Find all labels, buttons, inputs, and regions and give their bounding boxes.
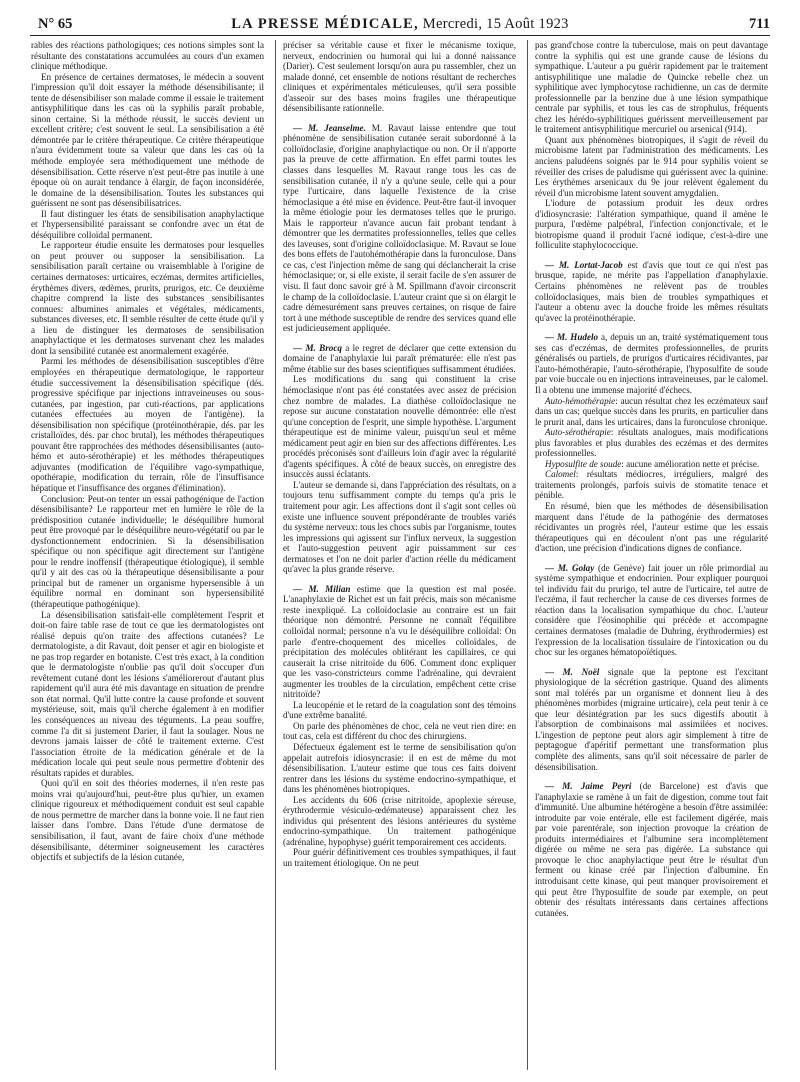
paragraph-text: pas grand'chose contre la tuberculose, mais on peut davantage contre la syphilis qui est une grande cause de lésions du sympathique. L'auteur a pu guérir rapidement par le traitement antisyphilitique une maladie de Quincke rebelle chez un syphilitique avec lymphocytose rachidienne, un cas de dermite professionnelle par la benzine due à une lésion sympathique centrale par syphilis, et tous les cas de strophulus, fréquents chez les hérédo-syphilitiques guérissent merveilleusement par le traitement antisyphilitique mercuriel ou arsenical (914). bbox=[535, 40, 768, 135]
paragraph bbox=[283, 847, 516, 868]
paragraph-text: M. Ravaut laisse entendre que tout phénomène de sensibilisation cutanée serait subordonné à la colloïdoclasie, d'origine anaphylactique ou non. Or il n'apporte pas la preuve de cette affirmation. En effet parmi toutes les classes dans lesquelles M. Ravaut range tous les cas de sensibilisation cutanée, il n'y a qu'une seule, celle qui a pour type l'urticaire, dans laquelle l'existence de la crise hémoclasique a été mise en évidence. Peut-être faut-il invoquer la même étiologie pour les dermatoses telles que le prurigo. Mais le rapporteur n'avance aucun fait probant tendant à démontrer que les dermatites professionnelles, telles que celles des laveuses, sont d'origine colloïdoclasique. M. Ravaut se loue des bons effets de l'autohémothérapie dans la furonculose. Dans ce cas, c'est l'injection même de sang qui déclancherait la crise hémoclasique; or, si elle existe, il serait facile de s'en assurer de visu. Il faut donc savoir gré à M. Spillmann d'avoir circonscrit le champ de la colloïdoclasie. L'auteur craint que si on élargit le cadre démesurément sans preuves certaines, on risque de faire tort à une méthode susceptible de rendre des services quand elle est judicieusement appliquée. bbox=[283, 122, 516, 334]
column-right bbox=[535, 40, 768, 1074]
paragraph bbox=[535, 469, 768, 501]
paragraph-text: La désensibilisation satisfait-elle complètement l'esprit et doit-on faire table rase de tout ce que les dermatologistes ont réalisé depuis qu'on traite des affections cutanées? Le dermatologiste, a dit Ravaut, doit penser et agir en biologiste et ne pas trop regarder en botaniste. C'est très exact, à la condition que le dermatologiste n'oublie pas qu'il doit s'occuper d'un revêtement cutané dont les lésions s'améliorerout d'autant plus rapidement qu'il aura été mis davantage en situation de prendre son état normal. Qu'il lutte contre la cause profonde et souvent mystérieuse, soit, mais qu'il cherche également à en modifier les conséquences au niveau des téguments. La peau souffre, comme l'a dit si justement Darier, il faut la soulager. Nous ne devrons jamais laisser de côté le traitement externe. C'est l'association étroite de la médication générale et de la médication locale qui peut seule nous permettre d'obtenir des résultats rapides et durables. bbox=[31, 609, 264, 778]
paragraph-text: a le regret de déclarer que cette extension du domaine de l'anaphylaxie lui paraît prématurée: elle n'est pas même établie sur des bases scientifiques suffisamment étudiées. bbox=[283, 342, 516, 374]
paragraph bbox=[535, 260, 768, 323]
paragraph bbox=[31, 494, 264, 610]
treatment-label: Hyposulfite de soude bbox=[545, 458, 622, 469]
speaker-name: — M. Lortat-Jacob bbox=[545, 259, 623, 270]
speaker-name: — M. Brocq bbox=[293, 342, 342, 353]
paragraph-text: : résultats médiocres, irréguliers, malgré des traitements prolongés, parfois suivis de stomatite tenace et pénible. bbox=[535, 469, 768, 501]
paragraph-text: En présence de certaines dermatoses, le médecin a souvent l'impression qu'il doit essayer la méthode désensibilisante; il tente de désensibiliser son malade comme il essaie le traitement antisyphilitique dans les cas où la syphilis paraît probable, sinon certaine. Si la méthode réussit, le succès devient un excellent critère; c'est souvent le seul. La sensibilisation a été démontrée par le critère thérapeutique. Ce critère thérapeutique n'aura évidemment toute sa valeur que dans les cas où la méthode employée sera méthodiquement une méthode de désensibilisation. Cette réserve n'est peut-être pas inutile à une époque où on aurait tendance à élargir, de façon inconsidérée, le domaine de la désensibilisation. Toutes les substances qui guérissent ne sont pas désensibilisatrices. bbox=[31, 71, 264, 209]
paragraph-text: En résumé, bien que les méthodes de désensibilisation marquent dans l'étude de la pathogénie des dermatoses récidivantes un progrès réel, l'auteur estime que les essais thérapeutiques qui en découlent n'ont pas une régularité d'action, une précision d'indications dignes de confiance. bbox=[535, 500, 768, 554]
paragraph-text: Conclusion: Peut-on tenter un essai pathogénique de l'action désensibilisante? Le rapporteur met en lumière le rôle de la prédisposition cutanée individuelle; le déséquilibre humoral peut être provoqué par le déséquilibre neuro-végétatif ou par le dysfonctionnement endocrinien. Si la désensibilisation spécifique ou non spécifique agit directement sur l'antigène pour le rendre inoffensif (thérapeutique étiologique), il semble qu'il y ait des cas où la thérapeutique désensibilisante a pour principal but de ramener un organisme hypersensible à un équilibre normal en dominant son hypersensibilité (thérapeutique pathogénique). bbox=[31, 493, 264, 609]
paragraph-text: Il faut distinguer les états de sensibilisation anaphylactique et l'hypersensibilité paraissant se confondre avec un état de déséquilibre colloïdal permanent. bbox=[31, 208, 264, 240]
paragraph bbox=[535, 667, 768, 772]
paragraph-text: Quoi qu'il en soit des théories modernes, il n'en reste pas moins vrai qu'aujourd'hui, peut-être plus qu'hier, un examen clinique rigoureux et méthodiquement conduit est seul capable de nous permettre de marcher dans la bonne voie. Il ne faut rien laisser dans l'ombre. Dans l'étude d'une dermatose de sensibilisation, il faut, avant de faire choix d'une méthode désensibilisante, déterminer soigneusement les caractères objectifs et subjectifs de la lésion cutanée, bbox=[31, 778, 264, 863]
paragraph-text: Parmi les méthodes de désensibilisation susceptibles d'être employées en thérapeutique dermatologique, le rapporteur étudie successivement la désensibilisation spécifique (dés. progressive spécifique par injections intraveineuses ou sous-cutanées, par ingestion, par cuti-réactions, par applications cutanées effectuées au moyen de l'antigène). la désensibilisation non spécifique (protéinothérapie, dés. par les cristalloïdes, dés. par choc brutal), les méthodes thérapeutiques pouvant être rapprochées des méthodes désensibilisantes (auto-hémo et auto-sérothérapie) et les méthodes thérapeutiques adjuvantes (modification de l'équilibre vago-sympathique, opothérapie, modification du terrain, rôle de l'insuffisance hépatique et l'insuffisance des organes d'élimination). bbox=[31, 356, 264, 493]
paragraph bbox=[283, 374, 516, 479]
paragraph bbox=[535, 459, 768, 470]
paragraph bbox=[31, 40, 264, 72]
paragraph bbox=[535, 135, 768, 198]
speaker-name: — M. Milian bbox=[293, 583, 351, 594]
speaker-name: — M. Noël bbox=[545, 666, 600, 677]
running-title bbox=[30, 16, 770, 33]
paragraph bbox=[535, 198, 768, 251]
paragraph-text: estime que la question est mal posée. L'anaphylaxie de Richet est un fait précis, mais son mécanisme reste inexpliqué. La colloïdoclasie au contraire est un fait théorique non démontré. Personne ne connaît l'équilibre colloïdal normal; personne n'a vu le déséquilibre colloïdal: On parle d'entre-choquement des micelles colloïdales, de précipitation des molécules oblitérant les capillaires, ce qui causerait la crise nitritoïde du 606. Comment donc expliquer que les vaso-constricteurs comme l'adrénaline, qui devraient augmenter les troubles de la circulation, empêchent cette crise nitritoïde? bbox=[283, 583, 516, 700]
paragraph-text: signale que la peptone est l'excitant physiologique de la sécrétion gastrique. Quand des aliments sont mal tolérés par un organisme et donnent lieu à des phénomènes morbides (migraine urticaire), cela peut tenir à ce que leur désintégration par les sucs digestifs aboutit à l'absorption de combinaisons mal assimilées et nocives. L'ingestion de peptone peut alors agir simplement à titre de peptagogue d'apéritif permettant une transformation plus complète des aliments, sans qu'il soit nécessaire de parler de désensibilisation. bbox=[535, 666, 768, 772]
column-divider bbox=[527, 40, 528, 1070]
paragraph-text: est d'avis que tout ce qui n'est pas brusque, rapide, ne mérite pas l'appellation d'anaphylaxie. Certains phénomènes ne relèvent pas de troubles colloïdoclasiques, mais bien de troubles sympathiques et l'auteur a obtenu avec la douche froide les mêmes résultats qu'avec la protéinothérapie. bbox=[535, 259, 768, 323]
paragraph-text: La leucopénie et le retard de la coagulation sont des témoins d'une extrême banalité. bbox=[283, 699, 516, 721]
issue-number: N° 65 bbox=[38, 16, 73, 32]
paragraph bbox=[535, 40, 768, 135]
paragraph-text: (de Genève) fait jouer un rôle primordial au système sympathique et endocrinien. Pour expliquer pourquoi tel individu fait du prurigo, tel autre de l'urticaire, tel autre de l'eczéma, il faut rechercher la cause de ces diverses formes de réaction dans la localisation sympathique du choc. L'auteur considère que l'éosinophilie qui précède et accompagne certaines dermatoses (maladie de Duhring, érythrodermies) est l'expression de la localisation tissulaire de l'intoxication ou du choc sur les organes hématopoïétiques. bbox=[535, 562, 768, 658]
paragraph-text: L'auteur se demande si, dans l'appréciation des résultats, on a toujours tenu suffisamment compte du temps qu'a pris le traitement pour agir. Les affections dont il s'agit sont celles où existe une influence souvent prépondérante de troubles variés du système nerveux: tous les chocs subis par l'organisme, toutes les impressions qui agissent sur l'influx nerveux, la suggestion et l'auto-suggestion peuvent agir puissamment sur ces dermatoses et l'on ne doit parler d'action réelle du médicament qu'avec la plus grande réserve. bbox=[283, 479, 516, 575]
treatment-label: Auto-hémothérapie bbox=[545, 395, 616, 406]
paragraph bbox=[535, 781, 768, 918]
speaker-name: — M. Hudelo bbox=[545, 332, 599, 343]
page-header bbox=[30, 0, 770, 30]
paragraph bbox=[535, 563, 768, 658]
paragraph-text: Le rapporteur étudie ensuite les dermatoses pour lesquelles on peut prouver ou supposer la sensibilisation. La sensibilisation paraît certaine ou vraisemblable à l'origine de certaines dermatoses: urticaires, eczémas, dermites artificielles, érythèmes divers, œdèmes, prurits, prurigos, etc. Ce deuxième chapitre comprend la liste des substances sensibilisantes connues: albumines animales et végétales, médicaments, substances diverses, etc. Il semble résulter de cette étude qu'il y a lieu de distinguer les dermatoses de sensibilisation anaphylactique et les dermatoses survenant chez les malades dont la sensibilité cutanée est anormalement exagérée. bbox=[31, 240, 264, 356]
paragraph-text: rables des réactions pathologiques; ces notions simples sont la résultante des constatations accumulées au cours d'un examen clinique méthodique. bbox=[31, 40, 264, 72]
paragraph bbox=[283, 40, 516, 114]
paragraph bbox=[31, 356, 264, 493]
header-rule bbox=[30, 35, 770, 36]
journal-name: LA PRESSE MÉDICALE, bbox=[231, 16, 419, 32]
paragraph bbox=[283, 123, 516, 334]
paragraph bbox=[283, 343, 516, 375]
paragraph-text: L'iodure de potassium produit les deux ordres d'idiosyncrasie: l'altération sympathique, quand il amène le purpura, l'œdème palpébral, l'infection conjonctivale, et le biotropisme quand il produit l'acné iodique, c'est-à-dire une folliculite staphylococcique. bbox=[535, 198, 768, 251]
paragraph-text: préciser sa véritable cause et fixer le mécanisme toxique, nerveux, endocrinien ou humoral qui lui a donné naissance (Darier). C'est seulement lorsqu'on aura pu rassembler, chez un malade donné, cet ensemble de notions résultant de recherches cliniques et expérimentales méticuleuses, qu'il sera possible d'asseoir sur des bases moins fragiles une thérapeutique désensibilisante rationnelle. bbox=[283, 40, 516, 114]
paragraph-text: Les accidents du 606 (crise nitritoïde, apoplexie séreuse, érythrodermie vésiculo-œdémateuse) apparaissent chez les individus qui présentent des lésions antérieures du système endocrino-sympathique. Un traitement pathogénique (adrénaline, hypophyse) guérit temporairement ces accidents. bbox=[283, 794, 516, 847]
paragraph bbox=[283, 480, 516, 575]
speaker-name: — M. Jeanselme. bbox=[293, 122, 366, 133]
paragraph-text: Défectueux également est le terme de sensibilisation qu'on appelait autrefois idiosyncrasie: il en est de même du mot désensibilisation. L'auteur estime que tous ces faits doivent rentrer dans les lésions du système endocrino-sympathique, et dans les phénomènes biotropiques. bbox=[283, 742, 516, 795]
page-number: 711 bbox=[749, 16, 770, 32]
speaker-name: — M. Golay bbox=[545, 562, 595, 573]
paragraph-text: (de Barcelone) est d'avis que l'anaphylaxie se ramène à un fait de digestion, comme tout fait d'immunité. Une albumine hétérogène a besoin d'être assimilée: introduite par voie entérale, elle est facilement digérée, mais par voie parentérale, son injection provoque la création de produits intermédiaires et l'albumine sera incomplètement digérée ou même ne sera pas digérée. La substance qui provoque le choc anaphylactique peut être le résultat d'un ferment ou kinase créé par l'injection d'albumine. En introduisant cette kinase, qui peut manquer provisoirement et qui peut être l'hyposulfite de soude par exemple, on peut obtenir des résultats intéressants dans certaines affections cutanées. bbox=[535, 781, 768, 918]
paragraph bbox=[283, 721, 516, 742]
paragraph-text: Pour guérir définitivement ces troubles sympathiques, il faut un traitement étiologique. On ne peut bbox=[283, 847, 516, 869]
paragraph bbox=[535, 427, 768, 459]
column-middle bbox=[283, 40, 516, 1074]
column-divider bbox=[275, 40, 276, 1070]
paragraph bbox=[535, 332, 768, 395]
paragraph-text: On parle des phénomènes de choc, cela ne veut rien dire: en tout cas, cela est différent du choc des chirurgiens. bbox=[283, 720, 516, 742]
issue-date: Mercredi, 15 Août 1923 bbox=[422, 16, 569, 32]
treatment-label: Calomel bbox=[545, 469, 576, 480]
paragraph bbox=[283, 584, 516, 700]
paragraph-text: Les modifications du sang qui constituent la crise hémoclasique n'ont pas été constatées avec assez de précision chez nombre de malades. La diathèse colloïdoclasique ne repose sur aucune constatation nouvelle démontrée: elle n'est qu'une conception de l'esprit, une simple hypothèse. L'argument thérapeutique est de minime valeur, puisqu'un seul et même médicament peut agir en bien sur des affections différentes. Les procédés préconisés sont d'ailleurs loin d'agir avec la régularité d'agents spécifiques. À côté de beaux succès, on enregistre des insuccès aussi éclatants. bbox=[283, 374, 516, 480]
paragraph bbox=[31, 209, 264, 241]
column-left bbox=[31, 40, 264, 1074]
paragraph bbox=[283, 700, 516, 721]
paragraph-text: : résultats analogues, mais modifications plus favorables et plus durables des eczémas et des dermites professionnelles. bbox=[535, 427, 768, 459]
paragraph bbox=[283, 742, 516, 795]
paragraph bbox=[31, 610, 264, 779]
paragraph bbox=[535, 501, 768, 554]
paragraph bbox=[283, 795, 516, 848]
speaker-name: — M. Jaime Peyri bbox=[545, 781, 632, 792]
paragraph bbox=[31, 240, 264, 356]
paragraph bbox=[535, 396, 768, 428]
paragraph bbox=[31, 778, 264, 862]
paragraph-text: : aucune amélioration nette et précise. bbox=[621, 458, 760, 469]
paragraph bbox=[31, 72, 264, 209]
paragraph-text: Quant aux phénomènes biotropiques, il s'agit de réveil du microbisme latent par l'administration des médicaments. Les anciens paludéens soignés par le 914 pour syphilis voient se réveiller des crises de paludisme qui guérissent avec la quinine. Les érythèmes arsenicaux du 9e jour relèvent également du réveil d'un microbisme latent souvent amygdalien. bbox=[535, 134, 768, 198]
treatment-label: Auto-sérothérapie bbox=[545, 427, 611, 438]
paragraph-text: : aucun résultat chez les eczémateux sauf dans un cas; quelque succès dans les prurits, en particulier dans le prurit anal, dans les urticaires, dans la furonculose chronique. bbox=[535, 395, 768, 427]
paragraph-text: a, depuis un an, traité systématiquement tous ses cas d'eczémas, de dermites professionnelles, de prurits généralisés ou partiels, de prurigos d'urticaires récidivantes, par l'auto-hémothérapie, l'auto-sérothérapie, l'hyposulfite de soude par voie buccale ou en injections intraveineuses, par le calomel. Il a obtenu une immense majorité d'échecs. bbox=[535, 332, 768, 395]
